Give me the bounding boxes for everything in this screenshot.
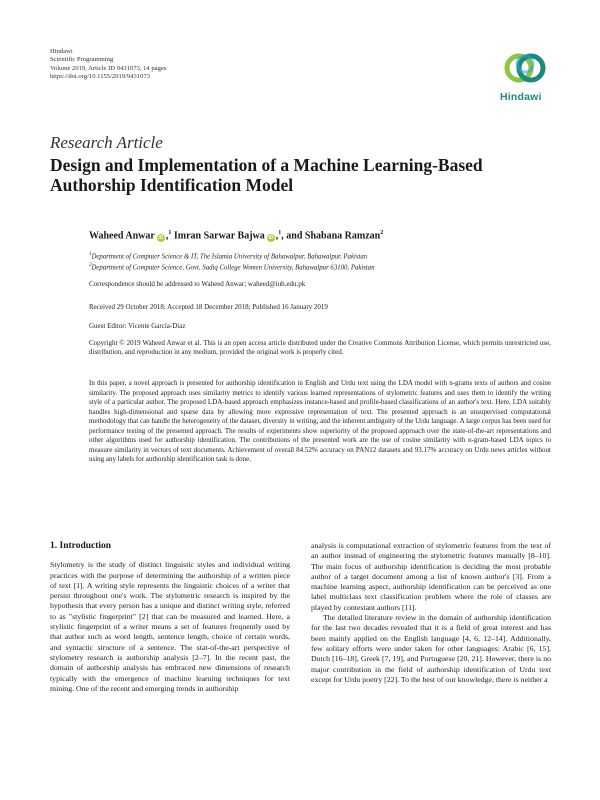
publication-dates: Received 29 October 2018; Accepted 18 December 2018; Published 16 January 2019: [89, 303, 328, 311]
orcid-icon[interactable]: iD: [158, 235, 164, 242]
doi-link[interactable]: https://doi.org/10.1155/2019/9431073: [50, 73, 151, 81]
orcid-icon[interactable]: iD: [268, 235, 274, 242]
volume-info: Volume 2019, Article ID 9431073, 14 pages: [50, 64, 167, 72]
abstract: In this paper, a novel approach is presented for authorship identification in English and Urdu text using the LDA model with n-grams texts of authors and cosine similarity. The proposed approach uses similarity metrics to identify various learned representations of stylometric features and uses them to identify the writing style of a particular author. The proposed LDA-based approach emphasizes instance-based and profile-based classifications of an author's text. Here, LDA suitably handles high-dimensional and sparse data by allowing more expressive representation of text. The presented approach is an unsupervised computational methodology that can handle the heterogeneity of the dataset, diversity in writing, and the inherent ambiguity of the Urdu language. A large corpus has been used for performance testing of the presented approach. The results of experiments show superiority of the proposed approach over the state-of-the-art representations and other algorithms used for authorship identification. The contributions of the presented work are the use of cosine similarity with n-gram-based LDA topics to measure similarity in vectors of text documents. Achievement of overall 84.52% accuracy on PAN12 datasets and 93.17% accuracy on Urdu news articles without using any labels for authorship identification task is done.: [89, 379, 551, 463]
logo-text: Hindawi: [500, 91, 542, 103]
journal-header: [50, 48, 166, 82]
article-title: Design and Implementation of a Machine Learning-Based Authorship Identification Model: [50, 155, 483, 195]
journal-name: Scientific Programming: [50, 56, 114, 64]
section-heading: 1. Introduction: [50, 541, 112, 551]
guest-editor: Guest Editor: Vicente García-Díaz: [89, 322, 186, 330]
correspondence: Correspondence should be addressed to Waheed Anwar; waheed@iub.edu.pk: [89, 280, 306, 288]
affiliation: $^2$Department of Computer Science, Govt. Sadiq College Women University, Bahawalpur 63100, Pakistan: [89, 263, 375, 272]
author-name[interactable]: Imran Sarwar Bajwa: [173, 230, 265, 242]
article-type: Research Article: [50, 133, 163, 152]
paragraph: analysis is computational extraction of stylometric features from the text of an author instead of engineering the stylometric features manually [8–10]. The main focus of authorship identification is deciding the most probable author of a target document among a list of known author's [3]. From a machine learning aspect, authorship identification can be perceived as one label multiclass text classification problem where the role of classes are played by contestant authors [11].: [311, 541, 551, 612]
right-column: [311, 541, 551, 685]
paragraph: Stylometry is the study of distinct linguistic styles and individual writing practices with the purpose of determining the authorship of a written piece of text [1]. A writing style represents the linguistic choices of a writer that persist throughout one's work. The stylometric research is inspired by the hypothesis that every person has a unique and distinct writing style, referred to as "stylistic fingerprint" [2] that can be measured and learned. Here, a stylistic fingerprint of a writer means a set of features frequently used by that author such as word length, sentence length, choice of certain words, and syntactic structure of a sentence. The stat-of-the-art perspective of stylometry research is authorship analysis [2–7]. In the recent past, the domain of authorship analysis has embraced new dimensions of research typically with the emergence of machine learning techniques for text mining. One of the recent and emerging trends in authorship: [50, 560, 290, 693]
author-list: Waheed Anwar iD ,$^1$ Imran Sarwar Bajwa iD ,$^1$, and Shabana Ramzan$^2$: [89, 230, 384, 242]
affiliation: $^1$Department of Computer Science & IT, The Islamia University of Bahawalpur, Bahawalpur, Pakistan: [89, 252, 368, 261]
paragraph: The detailed literature review in the domain of authorship identification for the last two decades revealed that it is a field of great interest and has been mainly applied on the English language [4, 6, 12–14]. Additionally, few solitary efforts were under taken for other languages: Arabic [6, 15], Dutch [16–18], Greek [7, 19], and Portuguese [20, 21]. However, there is no major contribution in the field of authorship identification of Urdu text except for Urdu poetry [22]. To the best of our knowledge, there is neither a: [311, 613, 551, 684]
publisher-name: Hindawi: [50, 48, 73, 55]
left-column: [50, 541, 290, 694]
author-name[interactable]: Shabana Ramzan: [304, 230, 381, 242]
copyright-notice: Copyright © 2019 Waheed Anwar et al. This is an open access article distributed under the Creative Commons Attribution License, which permits unrestricted use, distribution, and reproduction in any medium, provided the original work is properly cited.: [89, 339, 551, 357]
author-name[interactable]: Waheed Anwar: [89, 230, 155, 242]
